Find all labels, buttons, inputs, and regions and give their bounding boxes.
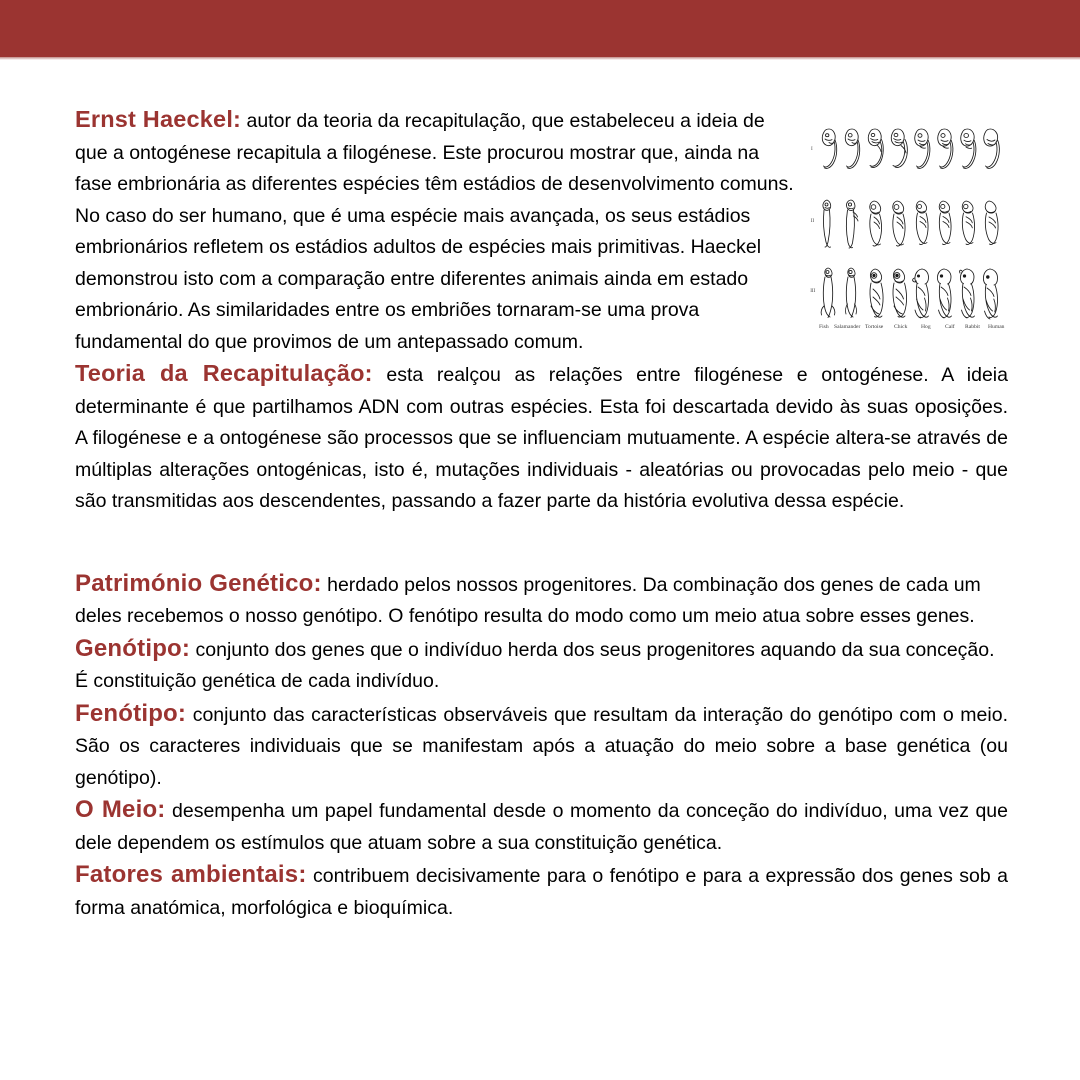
section-heading-ernst-haeckel: Ernst Haeckel: <box>75 106 242 132</box>
section-body-ernst-haeckel: autor da teoria da recapitulação, que estabeleceu a ideia de que a ontogénese recapitula a filogénese. Este procurou mostrar que, ainda na fase embrionária as diferentes espécies têm estádios de desenvolvimento comuns. No caso do ser humano, que é uma espécie mais avançada, os seus estádios embrionários refletem os estádios adultos de espécies mais primitivas. Haeckel demonstrou isto com a comparação entre diferentes animais ainda em estado embrionário. As similaridades entre os embriões tornaram-se uma prova fundamental do que provimos de um antepassado comum. <box>75 110 794 353</box>
section-genotipo <box>75 633 1008 698</box>
section-body-o-meio: desempenha um papel fundamental desde o momento da conceção do indivíduo, uma vez que dele dependem os estímulos que atuam sobre a sua constituição genética. <box>75 800 1008 854</box>
figure-column-label-rabbit: Rabbit <box>965 324 980 330</box>
row-label-i: I <box>811 146 813 152</box>
section-body-teoria-da-recapitulacao: esta realçou as relações entre filogénese e ontogénese. A ideia determinante é que partilhamos ADN com outras espécies. Esta foi descartada devido às suas oposições. A filogénese e a ontogénese são processos que se influenciam mutuamente. A espécie altera-se através de múltiplas alterações ontogénicas, isto é, mutações individuais - aleatórias ou provocadas pelo meio - que são transmitidas aos descendentes, passando a fazer parte da história evolutiva dessa espécie. <box>75 364 1008 512</box>
figure-column-label-chick: Chick <box>894 324 908 330</box>
figure-column-label-fish: Fish <box>819 324 829 330</box>
figure-column-label-tortoise: Tortoise <box>865 324 884 330</box>
row-label-iii: III <box>810 288 816 294</box>
figure-column-label-hog: Hog <box>921 324 931 330</box>
section-patrimonio-genetico <box>75 568 1008 633</box>
section-spacer <box>75 518 1008 568</box>
section-body-fenotipo: conjunto das características observáveis que resultam da interação do genótipo com o meio. São os caracteres individuais que se manifestam após a atuação do meio sobre a base genética (ou genótipo). <box>75 703 1008 789</box>
section-body-patrimonio-genetico: herdado pelos nossos progenitores. Da combinação dos genes de cada um deles recebemos o nosso genótipo. O fenótipo resulta do modo como um meio atua sobre esses genes. <box>75 573 981 627</box>
embryo-figure-svg <box>808 112 1008 338</box>
figure-column-label-salamander: Salamander <box>834 324 861 330</box>
section-heading-o-meio: O Meio: <box>75 796 166 823</box>
section-teoria-da-recapitulacao <box>75 358 1008 518</box>
section-heading-teoria-da-recapitulacao: Teoria da Recapitulação: <box>75 360 373 386</box>
row-label-ii: II <box>810 218 815 224</box>
section-body-genotipo: conjunto dos genes que o indivíduo herda dos seus progenitores aquando da sua conceção. É constituição genética de cada indivíduo. <box>75 638 995 692</box>
document-content <box>75 104 1008 924</box>
section-fenotipo <box>75 698 1008 795</box>
section-heading-patrimonio-genetico: Património Genético: <box>75 569 322 597</box>
section-fatores-ambientais <box>75 859 1008 924</box>
header-accent-bar <box>0 0 1080 57</box>
haeckel-embryo-comparison-illustration <box>808 112 1008 338</box>
section-heading-genotipo: Genótipo: <box>75 634 191 662</box>
header-accent-bar-shadow <box>0 57 1080 60</box>
section-heading-fenotipo: Fenótipo: <box>75 699 187 727</box>
section-heading-fatores-ambientais: Fatores ambientais: <box>75 861 307 888</box>
section-o-meio <box>75 794 1008 859</box>
figure-column-label-human: Human <box>988 324 1005 330</box>
figure-column-label-calf: Calf <box>945 324 955 330</box>
section-body-fatores-ambientais: contribuem decisivamente para o fenótipo e para a expressão dos genes sob a forma anatómica, morfológica e bioquímica. <box>75 865 1008 919</box>
